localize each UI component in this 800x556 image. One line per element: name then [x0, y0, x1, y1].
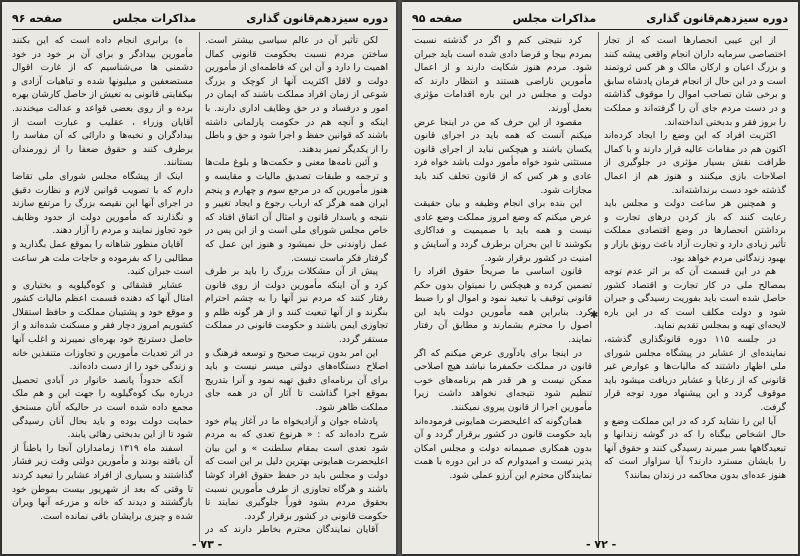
paragraph: کرد نتیجتی کنم و اگر در گذشته نسبت بمردم بیجا و قرضا دادی شده است باید جبران شود. مردم هنوز شکایت دارند و از اعمال مأمورین ناراضی هستند و انتظار دارند که دولت و مجلس در این باره اقدامات مؤثری بعمل آورند.	[414, 35, 592, 114]
left-page-number: - ۷۳ -	[192, 538, 223, 551]
right-header-session: دوره سیزدهم‌قانون گذاری	[646, 11, 788, 25]
paragraph: آنکه حدوداً پانصد خانوار در آبادی تحصیل درباره بیک کوه‌گیلویه را جهت این و هم ملک مجمع داده شده است در حالیکه آنان مستحق حمایت دولت بوده و باید بحال آنان رسیدگی شود تا از این بدبختی رهائی یابند.	[12, 374, 193, 441]
paragraph: این بنده برای انجام وظیفه و بیان حقیقت عرض میکنم که وضع امروز مملکت وضع عادی نیست و همه باید با صمیمیت و فداکاری بکوشند تا این بحران برطرف گردد و آسایش و امنیت در کشور برقرار شود.	[414, 198, 592, 264]
paragraph: آیا این را نشاید کرد که در این مملکت وضع و حال اشخاص بیگناه را که در گوشه زندانها و تبعیدگاهها بسر میبرند رسیدگی کنند و حقوق آنها را بایشان مسترد دارند؟ آیا سزاوار است که هنوز عده‌ای بدون محاکمه در زندان بمانند؟	[604, 415, 786, 481]
margin-bullet-mark: ✱	[590, 310, 599, 321]
right-page	[402, 2, 798, 554]
right-header-page-label: صفحه ۹۵	[412, 11, 463, 25]
right-page-right-column	[604, 34, 786, 536]
paragraph: آقایان نمایندگان محترم بخاطر دارند که در	[205, 524, 378, 536]
left-header-session: دوره سیزدهم‌قانون گذاری	[246, 11, 388, 25]
right-column-divider	[598, 32, 599, 542]
left-page-left-column	[12, 34, 193, 536]
paragraph: پادشاه جوان و آزادیخواه ما در آغاز پیام خود شرح داده‌اند که : « هرنوع تعدی که به مردم شود تعدی است بمقام سلطنت » و این بیان اعلیحضرت همایونی بهترین دلیل بر این است که دولت و مجلس باید در حفظ حقوق افراد کوشا باشند و هرگاه تجاوزی از طرف مأمورین نسبت بحقوق مردم بشود فوراً جلوگیری نمایند تا حکومت قانونی در کشور برقرار گردد.	[205, 415, 388, 522]
paragraph: در جلسه ۱۱۵ دوره قانونگذاری گذشته، نماینده‌ای از عشایر در پیشگاه مجلس شورای ملی اظهار داشتند که مالیات‌ها و عوارض غیر قانونی که از رعایا و عشایر دریافت میشود باید موقوف گردد و این پیشنهاد مورد توجه قرار گرفت.	[604, 334, 786, 414]
paragraph: از این عیبی انحصارها است که از تجار اختصاصی سرمایه داران انجام واقعی پیشه کنند و بزرگ اعیان و ارکان مالک و هر کس ثروتمند است و در این حال از انجام فرمان پادشاه سابق و برخی شان تصاحب اموال را موقوف گذاشته و در دست مردم جای آن را گرفته‌اند و مملکت را بروز فقر و بدبختی انداخته‌اند.	[604, 35, 786, 128]
right-page-left-column	[414, 34, 592, 536]
paragraph: و همچنین هر ساعت دولت و مجلس باید رعایت کنند که باز کردن درهای تجارت و برداشتن انحصارها در وضع اقتصادی مملکت تأثیر زیادی دارد و تجارت آزاد باعث رونق بازار و بهبود زندگانی مردم خواهد بود.	[604, 198, 786, 264]
paragraph: همان‌گونه که اعلیحضرت همایونی فرموده‌اند باید حکومت قانون در کشور برقرار گردد و آن بدون همکاری صمیمانه دولت و مجلس امکان پذیر نیست و امیدوارم که در این دوره با همت نمایندگان محترم این آرزو عملی شود.	[414, 415, 592, 481]
left-column-divider	[199, 32, 200, 542]
right-header-title: مذاکرات مجلس	[512, 11, 597, 25]
paragraph: عشایر قشقائی و کوه‌گیلویه و بختیاری و امثال آنها که دهنده قسمت اعظم مالیات کشور و موقع خود و پشتیبان مملکت و حافظ استقلال کشوریم امروز دچار فقر و مسکنت شده‌اند و از حاصل دسترنج خود بهره‌ای نمیبرند و اغلب آنها در اثر تعدیات مأمورین و تجاوزات متنفذین خانه و زندگی خود را از دست داده‌اند.	[12, 279, 193, 373]
left-page	[2, 2, 398, 554]
paragraph: اینک از پیشگاه مجلس شورای ملی تقاضا دارم که با تصویب قوانین لازم و نظارت دقیق در اجرای آنها این نقیصه بزرگ را مرتفع سازند و نگذارند که مأمورین دولت از حدود وظایف خود تجاوز نمایند و مردم را آزار دهند.	[12, 170, 193, 237]
right-page-number: - ۷۲ -	[586, 538, 617, 551]
left-page-header	[12, 8, 388, 28]
paragraph: پیش از آن مشکلات بزرگ را باید بر طرف کرد و آن اینکه مأمورین دولت از روی قانون رفتار کنند که مردم نیز آنها را به چشم احترام بنگرند و از آنها تبعیت کنند و از هر گونه ظلم و تجاوزی ایمن باشند و حکومت قانونی در مملکت مستقر گردد.	[205, 266, 388, 346]
paragraph: هم در این قسمت آن که بر اثر عدم توجه بمصالح ملی در کار تجارت و اقتصاد کشور حاصل شده است باید بفوریت رسیدگی و جبران شود و دولت مکلف است که در این باره لایحه‌ای تهیه و بمجلس تقدیم نماید.	[604, 266, 786, 332]
paragraph: مقصود از این حرف که من در اینجا عرض میکنم آنست که همه باید در اجرای قانون یکسان باشند و هیچکس نباید از اجرای قانون مستثنی شود خواه مأمور دولت باشد خواه فرد عادی و هر کس که از قانون تخلف کند باید مجازات شود.	[414, 116, 592, 196]
paragraph: در اینجا برای یادآوری عرض میکنم که اگر قانون در مملکت حکمفرما نباشد هیچ اصلاحی ممکن نیست و هر قدر هم برنامه‌های خوب تنظیم شود نتیجه‌ای نخواهد داشت زیرا مأمورین اجرا از قانون پیروی نمیکنند.	[414, 347, 592, 414]
paragraph: اسفند ماه ۱۳۱۹ زمامداران آنجا را باطناً از آن بافته بودند و مأمورین دولتی وقت زیر فشار گذاشتند و بسیاری از افراد عشایر را تبعید کردند تا وقتی که بعد از شهریور بیست بموطن خود بازگشتند و دیدند که خانه و مزرعه آنها ویران شده و چیزی برایشان باقی نمانده است.	[12, 442, 193, 522]
paragraph: آقایان منظور شاهانه را بموقع عمل بگذارید و مطالبی را که بفرموده و حاجات ملت هر ساعت است جبران کنید.	[12, 238, 193, 278]
paragraph: قانون اساسی ما صریحاً حقوق افراد را تضمین کرده و هیچکس را نمیتوان بدون حکم قانونی توقیف یا تبعید نمود و اموال او را ضبط کرد. بنابراین همه مأمورین دولت باید این اصول را محترم بشمارند و مطابق آن رفتار نمایند.	[414, 266, 592, 346]
left-header-rule	[12, 29, 388, 30]
left-page-right-column	[205, 34, 388, 536]
paragraph: و آئین نامه‌ها معنی و حکمت‌ها و بلوغ ملت‌ها و ترجمه و طبقات تصدیق مالیات و مقایسه و هنوز مأمورین که در مرجع سوم و چهارم و پنجم ایران همه هرگز که ارباب رجوع و ایجاد تغییر و نتیجه و یاسدار قانون و امثال آن اتفاق افتاد که خاص مجلس شورای ملی است و از این پس در عمل زاوندنی حل نمیشود و هنوز این عمل که گرفتار فکر ماست نیست.	[205, 157, 388, 264]
right-header-rule	[412, 29, 788, 30]
paragraph: اکثریت افراد که این وضع را ایجاد کرده‌اند اکنون هم در مقامات عالیه قرار دارند و با کمال ظرافت نقش بسیار مؤثری در جلوگیری از اصلاحات بازی میکنند و هنوز هم از اعمال گذشته خود دست برنداشته‌اند.	[604, 130, 786, 196]
paragraph: لکن تأثیر آن در عالم سیاسی بیشتر است. ساختن مردم نسبت بحکومت قانونی کمال اهمیت را دارد و آن این که فاطمه‌ای از مأمورین دولت و لاقل اکثریت آنها از کوچک و بزرگ شوعی از زمان افراد مملکت باشند که ایمان در امور و درفساد و در حق وظایف اداری دارند. با اینکه و آنچه هم در حکومت پارلمانی داشته باشند که قوانین حفظ و اجرا شود و حق و باطل را از یکدیگر تمیز بدهند.	[205, 35, 388, 155]
paragraph: این امر بدون تربیت صحیح و توسعه فرهنگ و اصلاح دستگاه‌های دولتی میسر نیست و باید برای آن برنامه‌ای دقیق تهیه نمود و آنرا بتدریج بموقع اجرا گذاشت تا آثار آن در همه جای مملکت ظاهر شود.	[205, 347, 388, 414]
left-header-title: مذاکرات مجلس	[112, 11, 197, 25]
right-page-header	[412, 8, 788, 28]
paragraph: ه) برابری انجام داده است که این بکنند مأمورین بیدادگر و برای آن بر خود در خود دشمنی ها می‌شناسیم که از غارت اقوال مستضعفین و میلیونها شده و تباهیات آزادی و بیکفایتی قانونی به تعیش از حاصل کارشان بهره برده و از روی بعضی قواعد و عدالت میخندند. آقایان وزراء ، عقلیب و عبارت است از بیدادگران و نخبه‌ها و دارائی که آن مفاسد را برطرف کنند و حقوق ضعفا را از زورمندان بستانند.	[12, 35, 193, 169]
left-header-page-label: صفحه ۹۶	[12, 11, 63, 25]
